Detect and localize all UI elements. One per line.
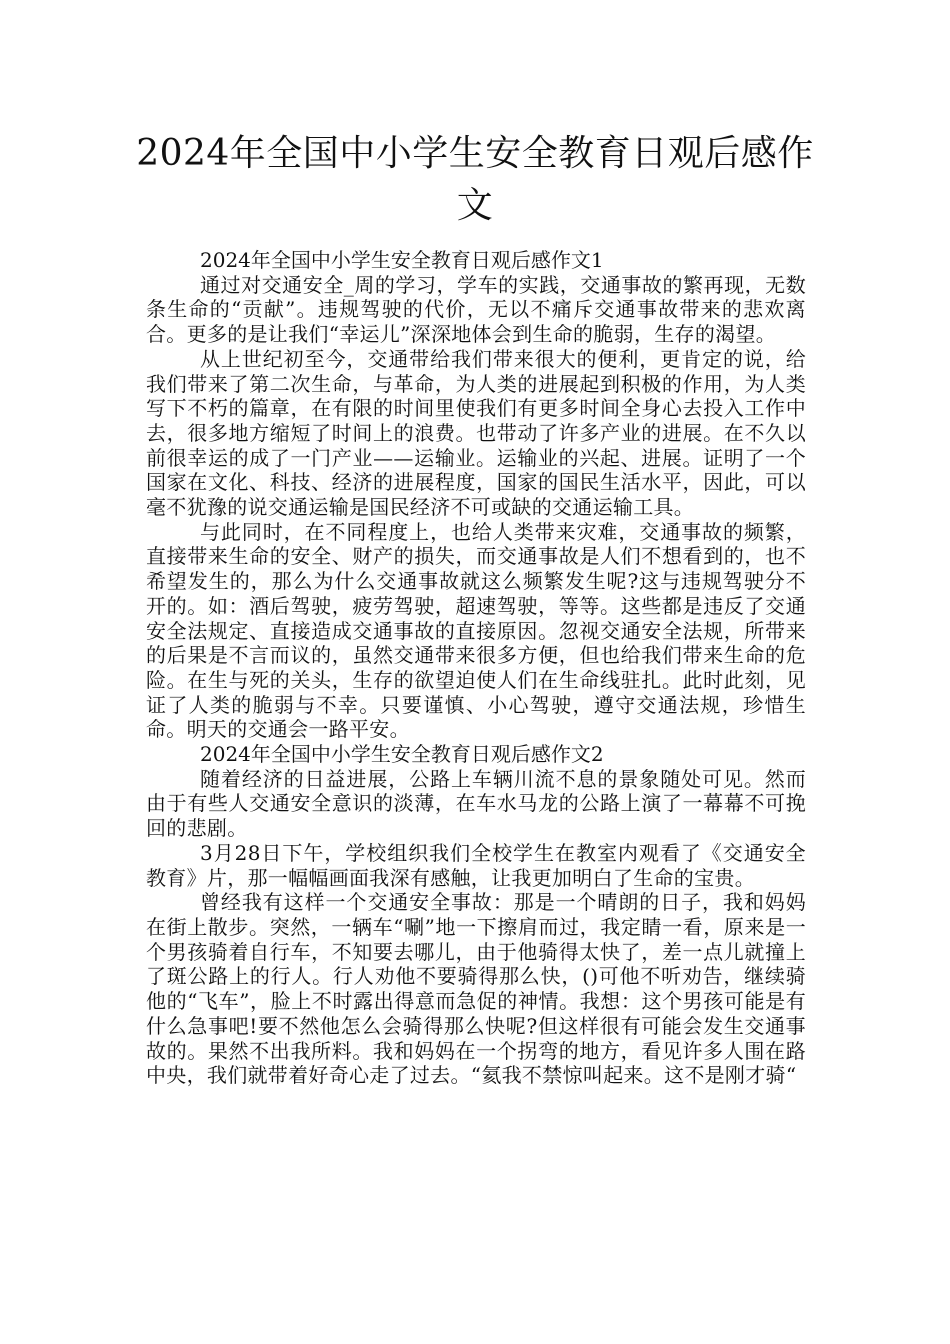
paragraph: 随着经济的日益进展，公路上车辆川流不息的景象随处可见。然而由于有些人交通安全意识的淡薄，在车水马龙的公路上演了一幕幕不可挽回的悲剧。 <box>146 766 806 841</box>
document-body <box>146 248 806 1088</box>
section-heading-2: 2024年全国中小学生安全教育日观后感作文2 <box>200 742 604 767</box>
paragraph: 与此同时，在不同程度上，也给人类带来灾难，交通事故的频繁，直接带来生命的安全、财产的损失，而交通事故是人们不想看到的，也不希望发生的，那么为什么交通事故就这么频繁发生呢?这与违规驾驶分不开的。如：酒后驾驶，疲劳驾驶，超速驾驶，等等。这些都是违反了交通安全法规定、直接造成交通事故的直接原因。忽视交通安全法规，所带来的后果是不言而议的，虽然交通带来很多方便，但也给我们带来生命的危险。在生与死的关头，生存的欲望迫使人们在生命线驻扎。此时此刻，见证了人类的脆弱与不幸。只要谨慎、小心驾驶，遵守交通法规，珍惜生命。明天的交通会一路平安。 <box>146 519 806 742</box>
paragraph: 通过对交通安全_周的学习，学车的实践，交通事故的繁再现，无数条生命的“贡献”。违规驾驶的代价，无以不痛斥交通事故带来的悲欢离合。更多的是让我们“幸运儿”深深地体会到生命的脆弱，生存的渴望。 <box>146 272 806 347</box>
document-title: 2024年全国中小学生安全教育日观后感作文 <box>136 133 814 226</box>
paragraph: 曾经我有这样一个交通安全事故：那是一个晴朗的日子，我和妈妈在街上散步。突然，一辆车“唰”地一下擦肩而过，我定睛一看，原来是一个男孩骑着自行车，不知要去哪儿，由于他骑得太快了，差一点儿就撞上了斑公路上的行人。行人劝他不要骑得那么快，()可他不听劝告，继续骑他的“飞车”，脸上不时露出得意而急促的神情。我想：这个男孩可能是有什么急事吧!要不然他怎么会骑得那么快呢?但这样很有可能会发生交通事故的。果然不出我所料。我和妈妈在一个拐弯的地方，看见许多人围在路中央，我们就带着好奇心走了过去。“氦我不禁惊叫起来。这不是刚才骑“ <box>146 890 806 1088</box>
paragraph: 从上世纪初至今，交通带给我们带来很大的便利，更肯定的说，给我们带来了第二次生命，与革命，为人类的进展起到积极的作用，为人类写下不朽的篇章，在有限的时间里使我们有更多时间全身心去投入工作中去，很多地方缩短了时间上的浪费。也带动了许多产业的进展。在不久以前很幸运的成了一门产业——运输业。运输业的兴起、进展。证明了一个国家在文化、科技、经济的进展程度，国家的国民生活水平，因此，可以毫不犹豫的说交通运输是国民经济不可或缺的交通运输工具。 <box>146 346 806 520</box>
section-heading-1: 2024年全国中小学生安全教育日观后感作文1 <box>200 248 604 272</box>
paragraph: 3月28日下午，学校组织我们全校学生在教室内观看了《交通安全教育》片，那一幅幅画面我深有感触，让我更加明白了生命的宝贵。 <box>146 840 806 890</box>
